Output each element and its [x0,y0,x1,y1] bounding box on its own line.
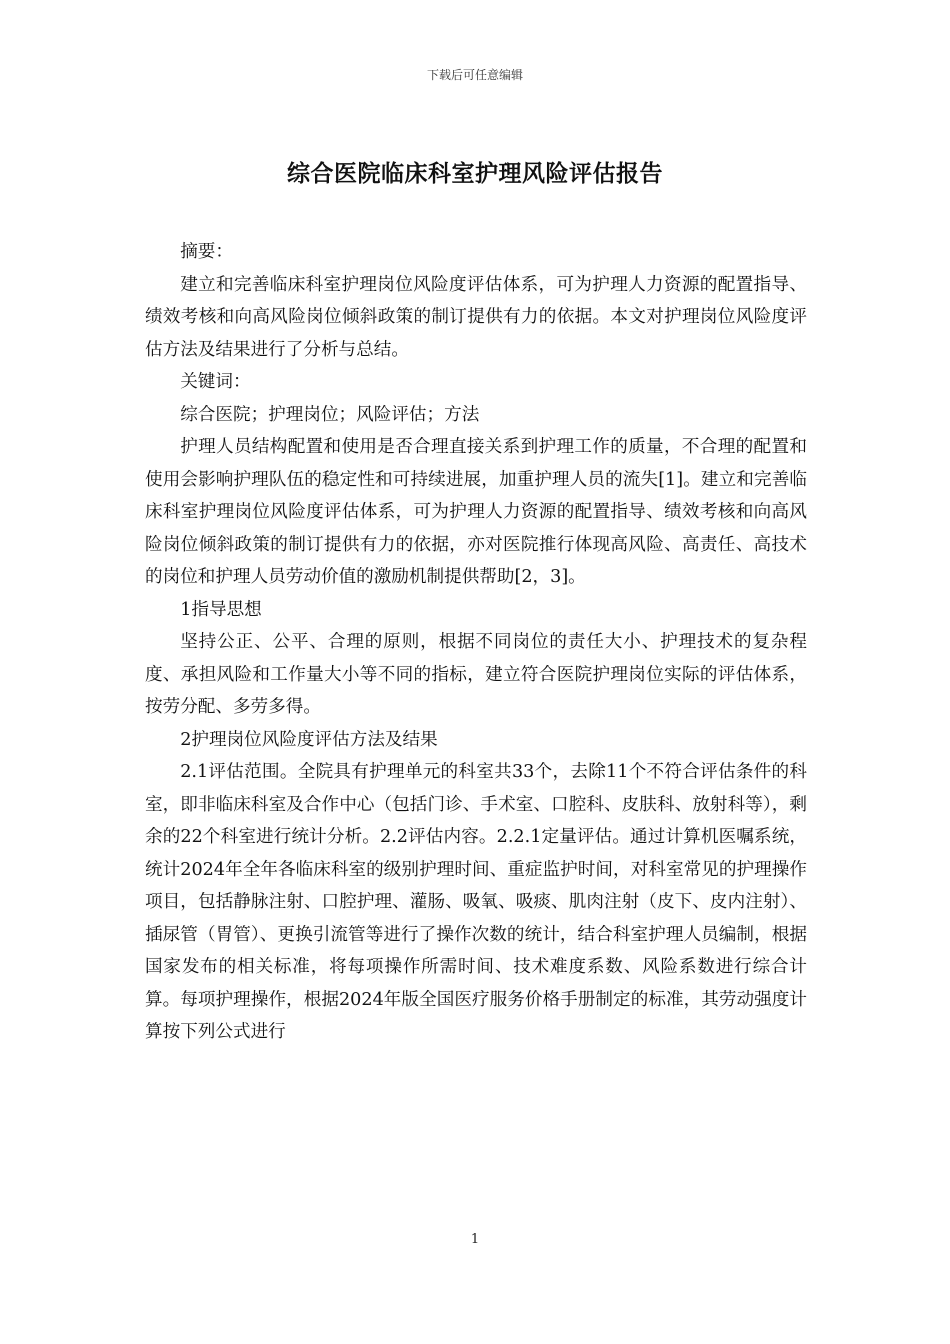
section-heading-2: 2护理岗位风险度评估方法及结果 [180,729,438,750]
document-body [145,236,807,1049]
intro-paragraph: 护理人员结构配置和使用是否合理直接关系到护理工作的质量，不合理的配置和使用会影响护理队伍的稳定性和可持续进展，加重护理人员的流失[1]。建立和完善临床科室护理岗位风险度评估体系，可为护理人力资源的配置指导、绩效考核和向高风险岗位倾斜政策的制订提供有力的依据，亦对医院推行体现高风险、高责任、高技术的岗位和护理人员劳动价值的激励机制提供帮助[2，3]。 [145,437,807,587]
keywords-paragraph: 综合医院；护理岗位；风险评估；方法 [180,404,480,425]
abstract-heading: 摘要： [180,242,233,262]
section-1-paragraph: 坚持公正、公平、合理的原则，根据不同岗位的责任大小、护理技术的复杂程度、承担风险和工作量大小等不同的指标，建立符合医院护理岗位实际的评估体系，按劳分配、多劳多得。 [145,632,807,717]
page-number: 1 [470,1232,480,1247]
abstract-paragraph: 建立和完善临床科室护理岗位风险度评估体系，可为护理人力资源的配置指导、绩效考核和向高风险岗位倾斜政策的制订提供有力的依据。本文对护理岗位风险度评估方法及结果进行了分析与总结。 [145,274,807,360]
section-heading-1: 1指导思想 [180,599,262,620]
section-2-paragraph: 2.1评估范围。全院具有护理单元的科室共33个，去除11个不符合评估条件的科室，即非临床科室及合作中心（包括门诊、手术室、口腔科、皮肤科、放射科等），剩余的22个科室进行统计分析。2.2评估内容。2.2.1定量评估。通过计算机医嘱系统，统计2024年全年各临床科室的级别护理时间、重症监护时间，对科室常见的护理操作项目，包括静脉注射、口腔护理、灌肠、吸氧、吸痰、肌肉注射（皮下、皮内注射）、插尿管（胃管）、更换引流管等进行了操作次数的统计，结合科室护理人员编制，根据国家发布的相关标准，将每项操作所需时间、技术难度系数、风险系数进行综合计算。每项护理操作，根据2024年版全国医疗服务价格手册制定的标准，其劳动强度计算按下列公式进行 [145,762,807,1042]
keywords-heading: 关键词： [180,372,251,392]
page-header: 下载后可任意编辑 [426,68,523,82]
document-title: 综合医院临床科室护理风险评估报告 [287,160,663,187]
